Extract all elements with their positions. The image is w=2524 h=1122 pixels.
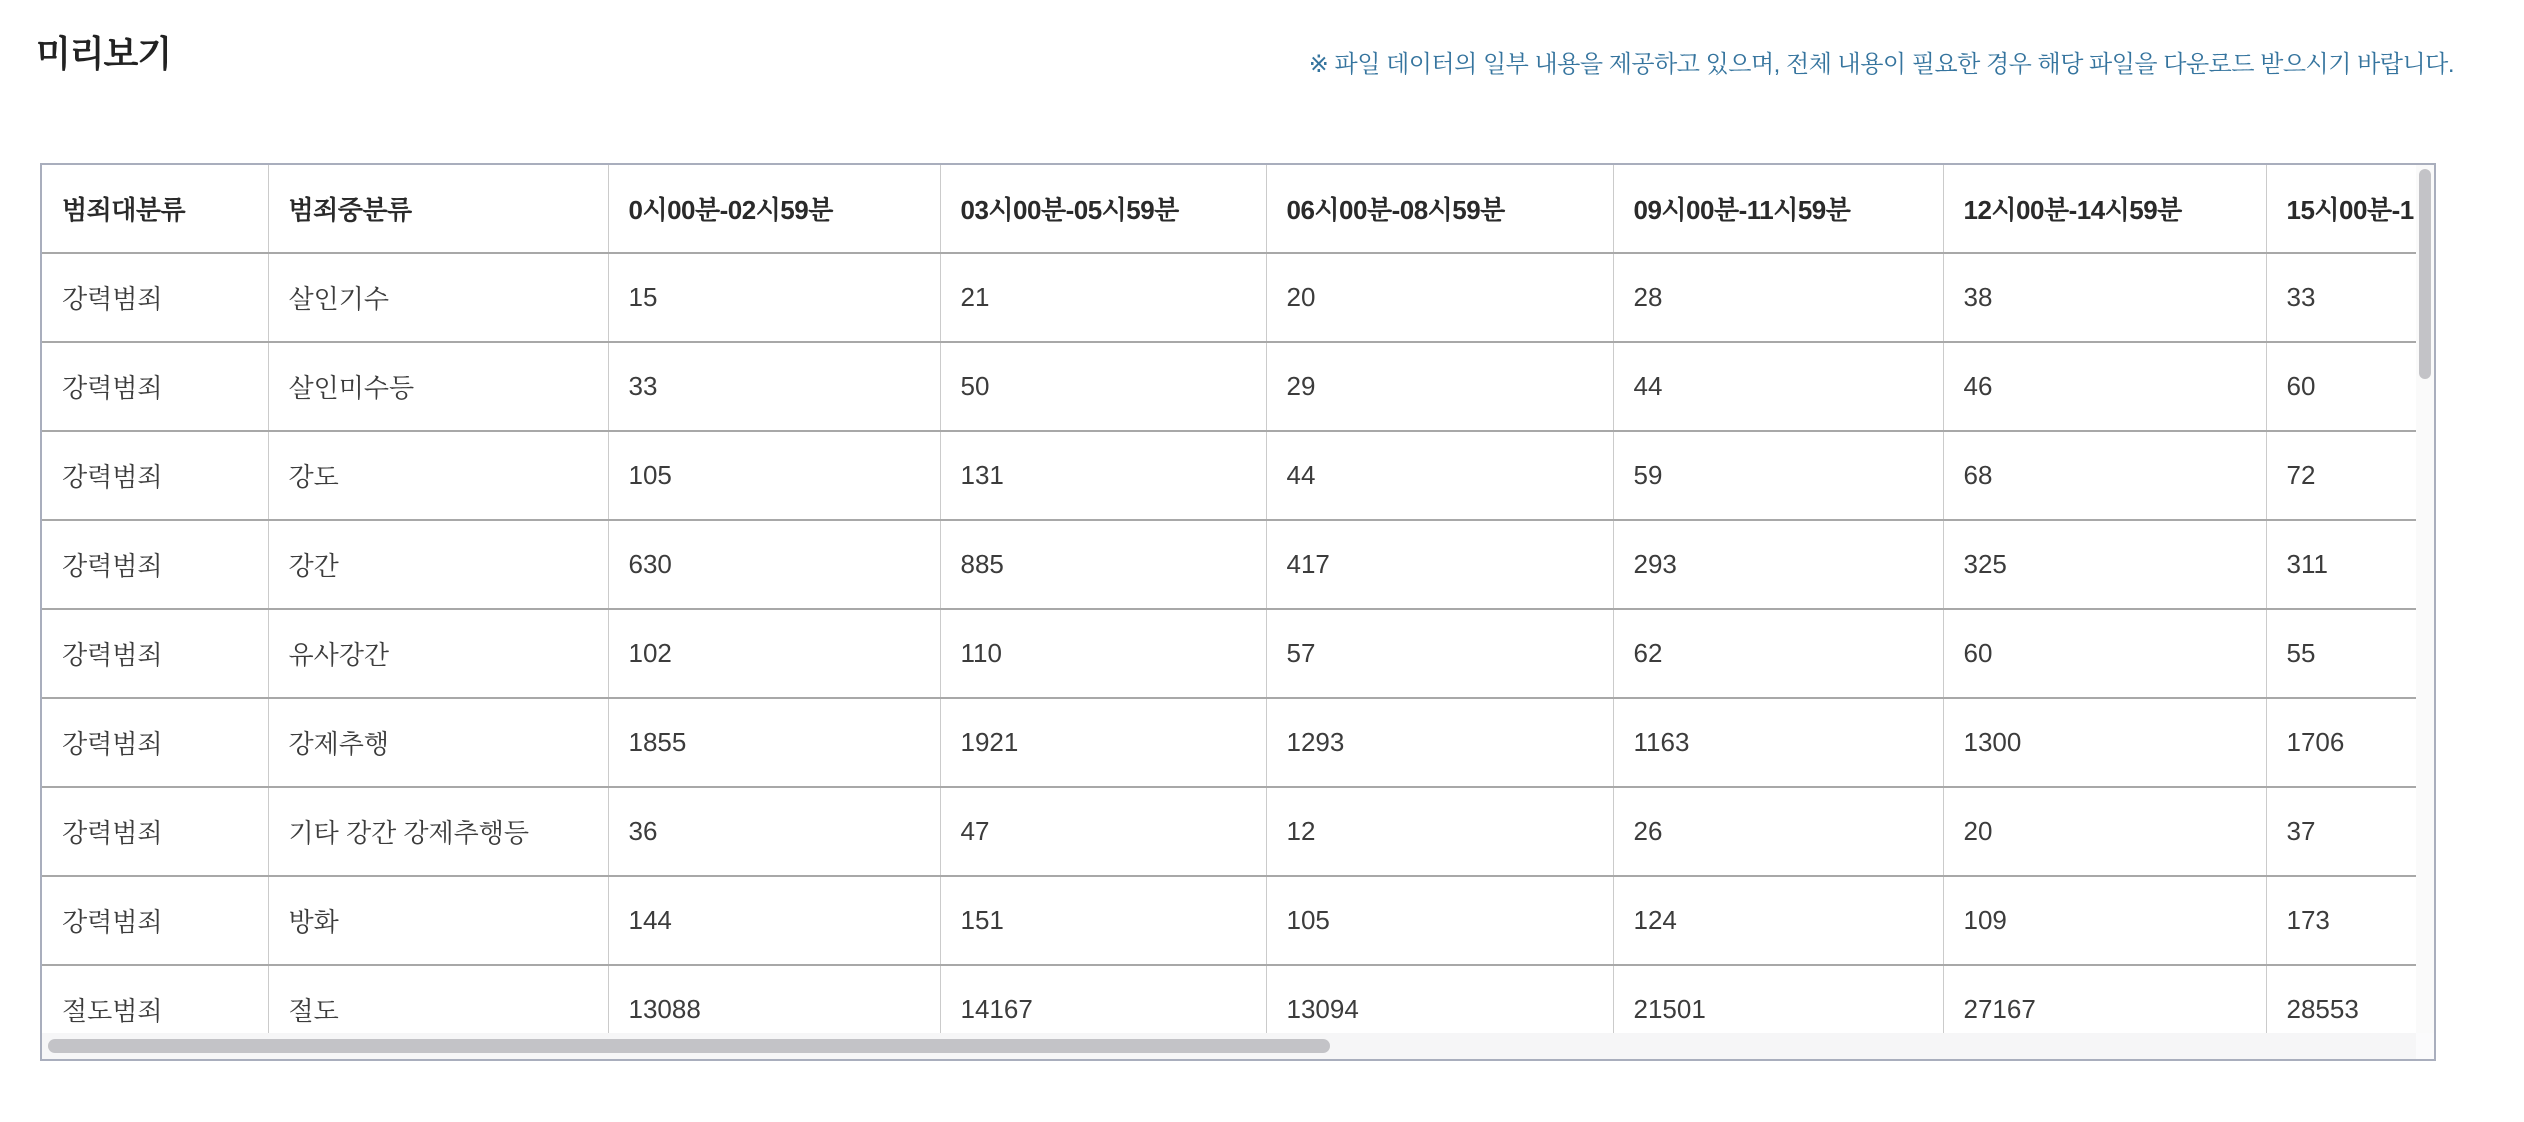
preview-table-container — [40, 163, 2436, 1061]
cell-count: 1855 — [608, 698, 940, 787]
cell-crime-middle: 강간 — [268, 520, 608, 609]
table-row — [42, 609, 2416, 698]
table-row — [42, 520, 2416, 609]
cell-count: 72 — [2266, 431, 2416, 520]
horizontal-scrollbar[interactable] — [42, 1033, 2416, 1059]
cell-count: 62 — [1613, 609, 1943, 698]
cell-count: 50 — [940, 342, 1266, 431]
column-header-time-00-02: 0시00분-02시59분 — [608, 165, 940, 253]
cell-count: 59 — [1613, 431, 1943, 520]
cell-count: 21 — [940, 253, 1266, 342]
cell-count: 630 — [608, 520, 940, 609]
cell-count: 151 — [940, 876, 1266, 965]
table-scroll-viewport[interactable] — [42, 165, 2416, 1033]
cell-count: 1921 — [940, 698, 1266, 787]
page-title: 미리보기 — [36, 33, 172, 74]
cell-crime-major: 강력범죄 — [42, 342, 268, 431]
cell-count: 110 — [940, 609, 1266, 698]
cell-count: 124 — [1613, 876, 1943, 965]
preview-table — [42, 165, 2416, 1033]
cell-count: 29 — [1266, 342, 1613, 431]
cell-count: 1300 — [1943, 698, 2266, 787]
cell-count: 325 — [1943, 520, 2266, 609]
column-header-crime-middle: 범죄중분류 — [268, 165, 608, 253]
vertical-scrollbar[interactable] — [2416, 165, 2434, 1033]
table-row — [42, 787, 2416, 876]
cell-crime-middle: 살인미수등 — [268, 342, 608, 431]
column-header-time-06-08: 06시00분-08시59분 — [1266, 165, 1613, 253]
cell-crime-middle: 방화 — [268, 876, 608, 965]
cell-count: 311 — [2266, 520, 2416, 609]
table-row — [42, 965, 2416, 1033]
table-row — [42, 253, 2416, 342]
cell-count: 20 — [1266, 253, 1613, 342]
cell-count: 68 — [1943, 431, 2266, 520]
cell-count: 60 — [2266, 342, 2416, 431]
cell-count: 15 — [608, 253, 940, 342]
cell-count: 13088 — [608, 965, 940, 1033]
cell-count: 1163 — [1613, 698, 1943, 787]
cell-count: 36 — [608, 787, 940, 876]
cell-count: 13094 — [1266, 965, 1613, 1033]
cell-crime-major: 강력범죄 — [42, 431, 268, 520]
column-header-time-09-11: 09시00분-11시59분 — [1613, 165, 1943, 253]
cell-count: 417 — [1266, 520, 1613, 609]
cell-crime-major: 강력범죄 — [42, 253, 268, 342]
cell-count: 55 — [2266, 609, 2416, 698]
cell-count: 1706 — [2266, 698, 2416, 787]
cell-count: 57 — [1266, 609, 1613, 698]
cell-count: 26 — [1613, 787, 1943, 876]
cell-count: 144 — [608, 876, 940, 965]
table-row — [42, 342, 2416, 431]
cell-count: 14167 — [940, 965, 1266, 1033]
cell-count: 105 — [1266, 876, 1613, 965]
cell-count: 46 — [1943, 342, 2266, 431]
cell-count: 28 — [1613, 253, 1943, 342]
column-header-time-15: 15시00분-1 — [2266, 165, 2416, 253]
cell-count: 109 — [1943, 876, 2266, 965]
cell-crime-major: 강력범죄 — [42, 876, 268, 965]
cell-count: 33 — [608, 342, 940, 431]
column-header-crime-major: 범죄대분류 — [42, 165, 268, 253]
cell-count: 27167 — [1943, 965, 2266, 1033]
table-row — [42, 876, 2416, 965]
table-row — [42, 431, 2416, 520]
cell-count: 21501 — [1613, 965, 1943, 1033]
cell-count: 33 — [2266, 253, 2416, 342]
column-header-time-12-14: 12시00분-14시59분 — [1943, 165, 2266, 253]
cell-count: 12 — [1266, 787, 1613, 876]
horizontal-scrollbar-thumb[interactable] — [48, 1039, 1330, 1053]
cell-crime-middle: 기타 강간 강제추행등 — [268, 787, 608, 876]
cell-count: 44 — [1266, 431, 1613, 520]
cell-crime-middle: 강도 — [268, 431, 608, 520]
cell-count: 60 — [1943, 609, 2266, 698]
cell-count: 47 — [940, 787, 1266, 876]
cell-count: 37 — [2266, 787, 2416, 876]
cell-crime-middle: 절도 — [268, 965, 608, 1033]
cell-crime-middle: 살인기수 — [268, 253, 608, 342]
cell-crime-middle: 강제추행 — [268, 698, 608, 787]
cell-count: 44 — [1613, 342, 1943, 431]
cell-count: 885 — [940, 520, 1266, 609]
cell-crime-major: 강력범죄 — [42, 787, 268, 876]
cell-crime-major: 절도범죄 — [42, 965, 268, 1033]
cell-count: 1293 — [1266, 698, 1613, 787]
cell-count: 131 — [940, 431, 1266, 520]
cell-count: 20 — [1943, 787, 2266, 876]
table-header-row — [42, 165, 2416, 253]
cell-count: 102 — [608, 609, 940, 698]
preview-notice: ※ 파일 데이터의 일부 내용을 제공하고 있으며, 전체 내용이 필요한 경우 해당 파일을 다운로드 받으시기 바랍니다. — [1308, 51, 2454, 78]
cell-crime-major: 강력범죄 — [42, 698, 268, 787]
cell-crime-major: 강력범죄 — [42, 609, 268, 698]
cell-count: 105 — [608, 431, 940, 520]
cell-crime-middle: 유사강간 — [268, 609, 608, 698]
cell-crime-major: 강력범죄 — [42, 520, 268, 609]
cell-count: 173 — [2266, 876, 2416, 965]
cell-count: 28553 — [2266, 965, 2416, 1033]
column-header-time-03-05: 03시00분-05시59분 — [940, 165, 1266, 253]
scrollbar-corner — [2416, 1033, 2434, 1059]
cell-count: 38 — [1943, 253, 2266, 342]
table-row — [42, 698, 2416, 787]
vertical-scrollbar-thumb[interactable] — [2419, 169, 2431, 379]
cell-count: 293 — [1613, 520, 1943, 609]
